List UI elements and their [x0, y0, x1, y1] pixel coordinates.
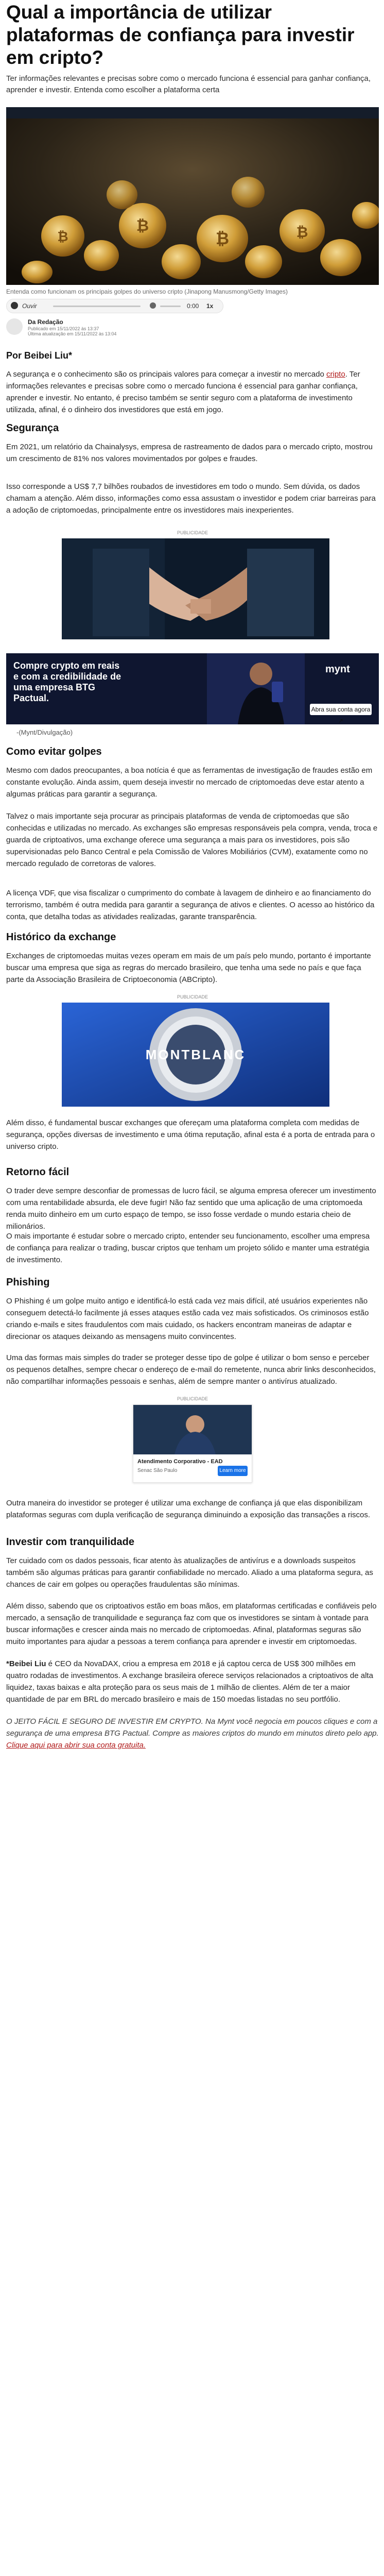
crypto-link[interactable]: cripto [326, 370, 345, 379]
promo-signup-link[interactable]: Clique aqui para abrir sua conta gratuita. [6, 1741, 146, 1750]
volume-icon[interactable] [150, 302, 156, 309]
paragraph-common-sense: Uma das formas mais simples do trader se proteger desse tipo de golpe é utilizar o bom senso e perceber os pequenos detalhes, sempre checar o endereço de e-mail do remetente, nunca abrir links desconhecidos, não compartilhar informações pessoais e senhas, além de sempre manter o antivírus atualizado. [6, 1353, 376, 1386]
montblanc-logo: MONTBLANC [145, 1047, 246, 1062]
author-name[interactable]: Da Redação [28, 318, 63, 326]
paragraph-easy-profit: O trader deve sempre desconfiar de promessas de lucro fácil, se alguma empresa oferecer um investimento com uma rentabilidade absurda, ele deve fugir! Não faz sentido que uma aplicação de uma criptomoeda renda muito dinheiro em um curto espaço de tempo, se isso fosse verdade o mundo estaria cheio de milionários. [6, 1187, 376, 1231]
senac-ad-image [133, 1405, 252, 1454]
paragraph-intro-text-2: . Ter informações relevantes e precisas sobre como o mercado funciona é essencial para ganhar confiança, aprender e investir. No entanto, é preciso também se sentir seguro com a plataforma de investimento utilizada, afinal, é o dinheiro dos investidores que está em jogo. [6, 370, 360, 414]
bio-name: *Beibei Liu [6, 1659, 46, 1668]
audio-speed[interactable]: 1x [206, 302, 214, 310]
heading-historico: Histórico da exchange [6, 931, 116, 943]
ad-label-3: PUBLICIDADE [177, 1396, 208, 1401]
mynt-headline: Compre crypto em reais e com a credibilidade de uma empresa BTG Pactual. [13, 660, 121, 703]
hero-caption: Entenda como funcionam os principais golpes do universo cripto (Jinapong Manusmong/Getty Images) [6, 288, 288, 295]
mynt-logo: mynt [325, 664, 350, 675]
audio-time: 0:00 [187, 302, 199, 310]
handshake-image [62, 538, 329, 639]
senac-learn-more-button[interactable]: Learn more [218, 1466, 248, 1476]
ad-label-2: PUBLICIDADE [177, 994, 208, 999]
audio-player[interactable] [6, 299, 223, 313]
author-row [6, 318, 379, 337]
byline: Por Beibei Liu* [6, 350, 73, 361]
mynt-cta-button[interactable]: Abra sua conta agora ↗ [310, 704, 372, 715]
heading-retorno: Retorno fácil [6, 1166, 69, 1178]
ad-handshake-banner[interactable] [62, 538, 329, 639]
heading-seguranca: Segurança [6, 422, 59, 434]
article-lead: Ter informações relevantes e precisas sobre como o mercado funciona é essencial para ganhar confiança, aprender e investir. Entenda como escolher a plataforma certa [6, 74, 371, 94]
svg-text:₿: ₿ [215, 229, 230, 248]
paragraph-fraud-tools: Mesmo com dados preocupantes, a boa notícia é que as ferramentas de investigação de fraudes estão em constante evolução. Ainda assim, quem deseja investir no mercado de criptomoedas deve estar atento a algumas práticas para garantir a segurança. [6, 766, 373, 799]
heading-tranquilidade: Investir com tranquilidade [6, 1536, 134, 1548]
paragraph-promo [6, 1716, 379, 1751]
paragraph-chainalysis: Em 2021, um relatório da Chainalysys, empresa de rastreamento de dados para o mercado cripto, mostrou um crescimento de 81% nos valores movimentados por golpes e fraudes. [6, 443, 373, 463]
mynt-credit: -(Mynt/Divulgação) [16, 728, 73, 736]
volume-track[interactable] [160, 306, 181, 307]
audio-label: Ouvir [22, 302, 37, 310]
paragraph-study-market: O mais importante é estudar sobre o mercado cripto, entender seu funcionamento, escolher uma empresa de confiança para realizar o trading, buscar criptos que tenham um projeto sólido e manter uma estratégia de investimento. [6, 1232, 370, 1264]
paragraph-author-bio [6, 1658, 379, 1705]
audio-progress-track[interactable] [53, 306, 141, 307]
senac-ad-source: Senac São Paulo [137, 1468, 178, 1473]
paragraph-personal-data: Ter cuidado com os dados pessoais, ficar atento às atualizações de antivírus e a downloads suspeitos também são algumas práticas para garantir confiabilidade no mercado. Aliado a uma plataforma segura, as chances de cair em golpes ou operações fraudulentas são mínimas. [6, 1556, 373, 1589]
hero-image [6, 107, 379, 285]
svg-text:₿: ₿ [57, 229, 68, 244]
senac-ad-title: Atendimento Corporativo - EAD [137, 1459, 223, 1465]
paragraph-intro [6, 368, 379, 416]
play-icon[interactable] [11, 302, 18, 309]
ad-montblanc-banner[interactable] [62, 1003, 329, 1107]
hero-illustration [6, 107, 379, 285]
heading-phishing: Phishing [6, 1277, 50, 1288]
paragraph-regulations: Exchanges de criptomoedas muitas vezes operam em mais de um país pelo mundo, portanto é importante buscar uma empresa que siga as regras do mercado brasileiro, que tenha uma sede no país e que faça parte da Associação Brasileira de Criptoeconomia (ABCripto). [6, 952, 371, 984]
heading-golpes: Como evitar golpes [6, 746, 102, 757]
mynt-model-image [207, 653, 305, 724]
paragraph-peace-of-mind: Além disso, sabendo que os criptoativos estão em boas mãos, em plataformas certificadas e confiáveis pelo mercado, a sensação de tranquilidade e segurança faz com que os investidores se sintam à vontade para buscar informações e crescer ainda mais no mercado de criptomoedas. Afinal, plataformas seguras são muito importantes para ajudar a pessoas a terem confiança para aprender e investir em criptomoedas. [6, 1602, 377, 1646]
paragraph-phishing: O Phishing é um golpe muito antigo e identificá-lo está cada vez mais difícil, até usuários experientes não conseguem detectá-lo facilmente já esses ataques estão cada vez mais sofisticados. Os criminosos estão criando e-mails e sites fraudulentos com mais cuidado, os hackers encontram maneiras de adaptar e direcionar os ataques deixando as mensagens muito convincentes. [6, 1297, 369, 1341]
ad-label: PUBLICIDADE [177, 530, 208, 535]
updated-date: Última atualização em 15/11/2022 às 13:04 [28, 331, 117, 336]
ad-senac-card[interactable] [133, 1404, 252, 1483]
article-title: Qual a importância de utilizar plataformas de confiança para investir em cripto? [6, 2, 355, 68]
ad-mynt-banner[interactable] [6, 653, 379, 724]
paragraph-complete-platform: Além disso, é fundamental buscar exchanges que ofereçam uma plataforma completa com medidas de segurança, opções diversas de investimento e uma ótima reputação, afinal esta é a porta de entrada para o universo cripto. [6, 1118, 375, 1151]
svg-text:₿: ₿ [136, 217, 149, 234]
paragraph-losses: Isso corresponde a US$ 7,7 bilhões roubados de investidores em todo o mundo. Sem dúvida, os dados chamam a atenção. Além disso, informações como essa assustam o investidor e podem criar barreiras para a adoção de criptomoedas, principalmente entre os investidores mais inexperientes. [6, 482, 376, 515]
svg-text:₿: ₿ [296, 224, 308, 240]
promo-text: O JEITO FÁCIL E SEGURO DE INVESTIR EM CRYPTO. Na Mynt você negocia em poucos cliques e com a segurança de uma empresa BTG Pactual. Compre as maiores criptos do mundo em minutos direto pelo app. [6, 1717, 379, 1738]
paragraph-intro-text-1: A segurança e o conhecimento são os principais valores para começar a investir no mercado [6, 370, 326, 379]
author-avatar [6, 318, 23, 335]
paragraph-two-factor: Outra maneira do investidor se proteger é utilizar uma exchange de confiança já que elas disponibilizam plataformas seguras com dupla verificação de segurança diminuindo a exposição das transações a riscos. [6, 1499, 371, 1519]
bio-text: é CEO da NovaDAX, criou a empresa em 2018 e já captou cerca de US$ 300 milhões em quatro rodadas de investimentos. A exchange brasileira oferece serviços relacionados a criptoativos de alta liquidez, taxas baixas e alta proteção para os seus mais de 1 milhão de clientes. Além de ter a maior quantidade de par em BRL do mercado brasileiro e mais de 150 moedas listadas no seu portfólio. [6, 1659, 373, 1704]
published-date: Publicado em 15/11/2022 às 13:37 [28, 326, 99, 331]
paragraph-vdf: A licença VDF, que visa fiscalizar o cumprimento do combate à lavagem de dinheiro e ao financiamento do terrorismo, também é outra medida para garantir a segurança de ativos e clientes. O acesso ao histórico da conta, que detalha todas as atividades realizadas, garante transparência. [6, 889, 375, 921]
paragraph-exchanges: Talvez o mais importante seja procurar as principais plataformas de venda de criptomoedas que são conhecidas e utilizadas no mercado. As exchanges são empresas responsáveis pela compra, venda, troca e guarda de criptoativos, uma exchange oferece uma segurança a mais para os investidores, pois são supervisionadas pelo Banco Central e pela Comissão de Valores Mobiliários (CVM), exatamente como no mercado regulado de corretoras de valores. [6, 812, 378, 868]
